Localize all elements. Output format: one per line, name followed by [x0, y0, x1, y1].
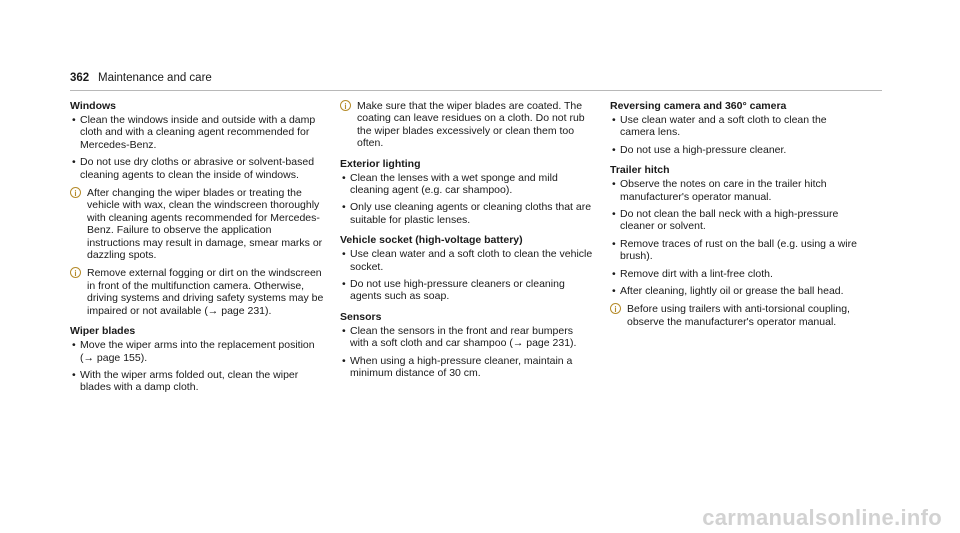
- info-note: i After changing the wiper blades or treating the vehicle with wax, clean the windscreen thoroughly with cleaning agents recommended for Mercedes-Benz. Failure to observe the application instructions may result in damage, smear marks or dazzling spots.: [70, 187, 324, 261]
- list-item: • Remove traces of rust on the ball (e.g. using a wire brush).: [612, 237, 857, 263]
- list-item: • Do not use a high-pressure cleaner.: [612, 143, 787, 156]
- heading-reversing-camera: Reversing camera and 360° camera: [610, 100, 787, 112]
- trailer-hitch-list: [610, 178, 864, 297]
- exterior-lighting-list: [340, 172, 594, 227]
- bullet-icon: •: [612, 178, 616, 191]
- bullet-icon: •: [612, 143, 616, 156]
- vehicle-socket-list: [340, 248, 594, 303]
- list-item: • Observe the notes on care in the trailer hitch manufacturer's operator manual.: [612, 178, 827, 203]
- wiper-blades-list: [70, 339, 324, 394]
- bullet-icon: •: [342, 324, 346, 337]
- list-item: • Remove dirt with a lint-free cloth.: [612, 267, 773, 280]
- info-note: i Before using trailers with anti-torsional coupling, observe the manufacturer's operator manual.: [610, 303, 864, 328]
- list-item: • Only use cleaning agents or cleaning cloths that are suitable for plastic lenses.: [342, 201, 592, 226]
- bullet-icon: •: [612, 208, 616, 221]
- bullet-icon: •: [72, 339, 76, 352]
- section-title: Maintenance and care: [98, 72, 212, 84]
- heading-wiper-blades: Wiper blades: [70, 325, 136, 338]
- bullet-icon: •: [342, 171, 346, 184]
- list-item: • Do not use high-pressure cleaners or cleaning agents such as soap.: [342, 278, 565, 303]
- heading-sensors: Sensors: [340, 310, 382, 323]
- list-item: • Use clean water and a soft cloth to clean the camera lens.: [612, 114, 827, 139]
- heading-vehicle-socket: Vehicle socket (high-voltage battery): [340, 234, 523, 247]
- heading-exterior-lighting: Exterior lighting: [340, 157, 421, 170]
- info-icon: i: [340, 100, 351, 111]
- list-item: • Clean the sensors in the front and rear bumpers with a soft cloth and car shampoo (→ page 231).: [342, 324, 577, 350]
- heading-trailer-hitch: Trailer hitch: [610, 164, 670, 177]
- list-item: • Clean the windows inside and outside with a damp cloth and with a cleaning agent recommended for Mercedes-Benz.: [72, 114, 316, 151]
- list-item: • Move the wiper arms into the replacement position (→ page 155).: [72, 339, 315, 364]
- bullet-icon: •: [612, 267, 616, 280]
- info-note: i Make sure that the wiper blades are coated. The coating can leave residues on a cloth. Do not rub the wiper blades excessively or clean them too often.: [340, 100, 594, 150]
- bullet-icon: •: [342, 278, 346, 291]
- column-2: [340, 100, 594, 385]
- page-header: [70, 72, 882, 91]
- list-item: • Do not use dry cloths or abrasive or solvent-based cleaning agents to clean the inside of windows.: [72, 156, 315, 181]
- info-icon: i: [70, 187, 81, 198]
- info-note: i Remove external fogging or dirt on the windscreen in front of the multifunction camera. Otherwise, driving systems and driving safety systems may be impaired or not available (→ page 231).: [70, 267, 324, 317]
- heading-windows: Windows: [70, 100, 116, 112]
- bullet-icon: •: [612, 237, 616, 250]
- list-item: • Do not clean the ball neck with a high-pressure cleaner or solvent.: [612, 208, 839, 233]
- reversing-camera-list: [610, 114, 864, 156]
- info-icon: i: [70, 267, 81, 278]
- bullet-icon: •: [342, 248, 346, 261]
- list-item: • After cleaning, lightly oil or grease the ball head.: [612, 285, 844, 298]
- bullet-icon: •: [72, 114, 76, 126]
- watermark: carmanualsonline.info: [702, 505, 942, 530]
- bullet-icon: •: [72, 368, 76, 381]
- sensors-list: [340, 325, 594, 380]
- column-3: [610, 100, 864, 333]
- list-item: • Clean the lenses with a wet sponge and mild cleaning agent (e.g. car shampoo).: [342, 171, 558, 197]
- bullet-icon: •: [612, 285, 616, 298]
- bullet-icon: •: [342, 354, 346, 367]
- bullet-icon: •: [72, 156, 76, 169]
- column-1: [70, 100, 324, 399]
- list-item: • Use clean water and a soft cloth to clean the vehicle socket.: [342, 248, 593, 273]
- windows-list: [70, 114, 324, 181]
- page-number: 362: [70, 72, 90, 84]
- list-item: • When using a high-pressure cleaner, maintain a minimum distance of 30 cm.: [342, 354, 573, 380]
- bullet-icon: •: [612, 114, 616, 126]
- list-item: • With the wiper arms folded out, clean the wiper blades with a damp cloth.: [72, 368, 299, 394]
- bullet-icon: •: [342, 201, 346, 214]
- info-icon: i: [610, 303, 621, 314]
